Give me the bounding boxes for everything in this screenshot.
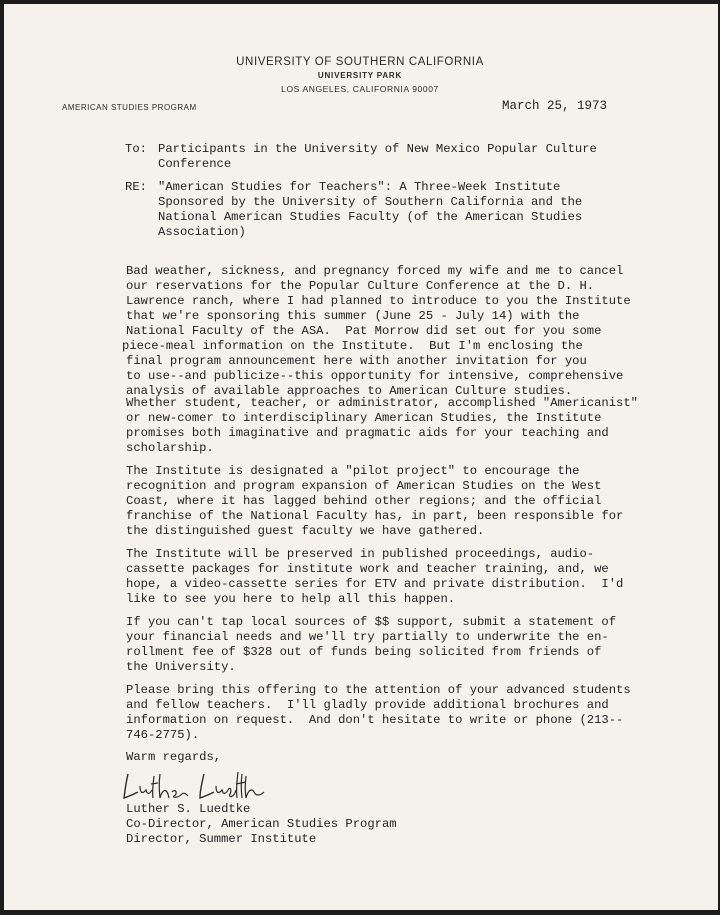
paragraph-line: franchise of the National Faculty has, in part, been responsible for — [126, 509, 624, 523]
paragraph-line: like to see you here to help all this happen. — [126, 592, 456, 606]
paragraph-line: and fellow teachers. I'll gladly provide additional brochures and — [126, 698, 609, 712]
paragraph-line: Bad weather, sickness, and pregnancy forced my wife and me to cancel — [126, 264, 624, 278]
paragraph-line: If you can't tap local sources of $$ support, submit a statement of — [126, 615, 617, 629]
paragraph-line: the University. — [126, 660, 236, 674]
paragraph-line: Whether student, teacher, or administrator, accomplished "Americanist" — [126, 396, 638, 410]
letterhead-university: UNIVERSITY OF SOUTHERN CALIFORNIA — [236, 56, 484, 68]
signature-name: Luther S. Luedtke — [126, 802, 251, 816]
signature-title: Director, Summer Institute — [126, 832, 317, 846]
paragraph-line: The Institute will be preserved in published proceedings, audio- — [126, 547, 595, 561]
paragraph-line: 746-2775). — [126, 728, 200, 742]
paragraph-line: recognition and program expansion of American Studies on the West — [126, 479, 602, 493]
paragraph-line: hope, a video-cassette series for ETV and private distribution. I'd — [126, 577, 624, 591]
paragraph-line: analysis of available approaches to American Culture studies. — [126, 384, 573, 398]
letterhead-park: UNIVERSITY PARK — [317, 71, 403, 80]
to-line: Conference — [158, 157, 232, 171]
letter-date: March 25, 1973 — [502, 99, 608, 113]
signature-title: Co-Director, American Studies Program — [126, 817, 397, 831]
paragraph-line: rollment fee of $328 out of funds being solicited from friends of — [126, 645, 602, 659]
paragraph-line: Coast, where it has lagged behind other regions; and the official — [126, 494, 602, 508]
paragraph-line: The Institute is designated a "pilot project" to encourage the — [126, 464, 580, 478]
department-name: AMERICAN STUDIES PROGRAM — [62, 103, 197, 112]
paragraph-line: piece-meal information on the Institute. But I'm enclosing the — [122, 339, 583, 353]
paragraph-line: final program announcement here with another invitation for you — [126, 354, 587, 368]
paragraph-line: promises both imaginative and pragmatic aids for your teaching and — [126, 426, 609, 440]
closing: Warm regards, — [126, 750, 222, 764]
paragraph-line: Please bring this offering to the attention of your advanced students — [126, 683, 631, 697]
paragraph-line: the distinguished guest faculty we have gathered. — [126, 524, 485, 538]
paragraph-line: cassette packages for institute work and teacher training, and, we — [126, 562, 609, 576]
paragraph-line: your financial needs and we'll try partially to underwrite the en- — [126, 630, 609, 644]
re-line: National American Studies Faculty (of the American Studies — [158, 210, 583, 224]
paragraph-line: our reservations for the Popular Culture Conference at the D. H. — [126, 279, 595, 293]
paragraph-line: National Faculty of the ASA. Pat Morrow did set out for you some — [126, 324, 602, 338]
paragraph-line: information on request. And don't hesitate to write or phone (213-- — [126, 713, 624, 727]
re-label: RE: — [125, 180, 147, 194]
letter-page — [4, 4, 718, 910]
handwritten-signature — [120, 768, 270, 806]
to-line: Participants in the University of New Mexico Popular Culture — [158, 142, 597, 156]
paragraph-line: to use--and publicize--this opportunity for intensive, comprehensive — [126, 369, 624, 383]
paragraph-line: scholarship. — [126, 441, 214, 455]
re-line: Sponsored by the University of Southern California and the — [158, 195, 583, 209]
re-line: Association) — [158, 225, 246, 239]
paragraph-line: that we're sponsoring this summer (June 25 - July 14) with the — [126, 309, 580, 323]
to-label: To: — [125, 142, 147, 156]
paragraph-line: Lawrence ranch, where I had planned to introduce to you the Institute — [126, 294, 631, 308]
re-line: "American Studies for Teachers": A Three-Week Institute — [158, 180, 561, 194]
paragraph-line: or new-comer to interdisciplinary American Studies, the Institute — [126, 411, 602, 425]
letterhead-city: LOS ANGELES, CALIFORNIA 90007 — [281, 84, 439, 94]
